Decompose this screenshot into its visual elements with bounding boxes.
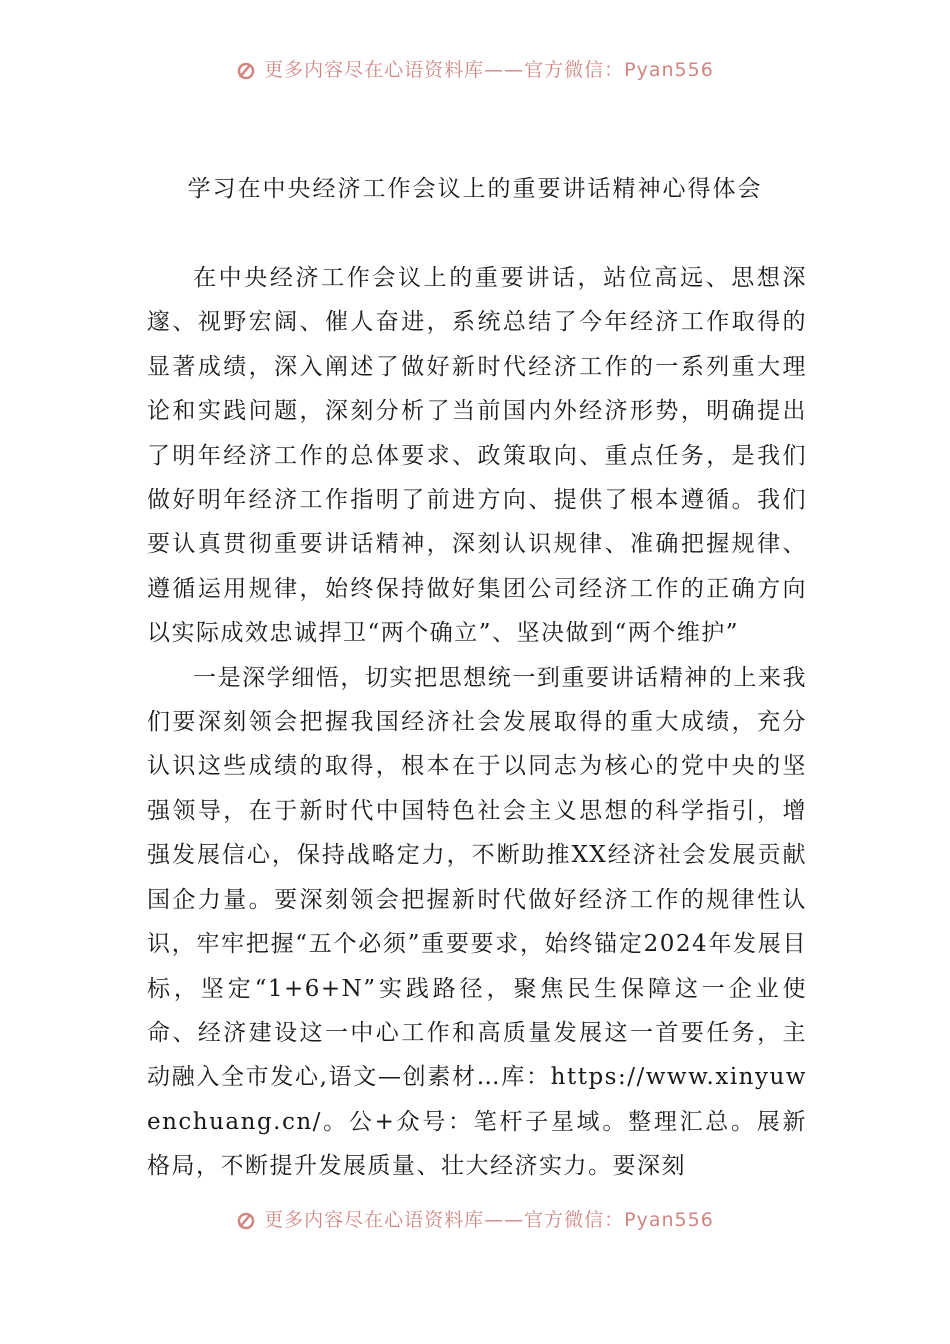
paragraph: 在中央经济工作会议上的重要讲话，站位高远、思想深邃、视野宏阔、催人奋进，系统总结了今年经济工作取得的显著成绩，深入阐述了做好新时代经济工作的一系列重大理论和实践问题，深刻分析了当前国内外经济形势，明确提出了明年经济工作的总体要求、政策取向、重点任务，是我们做好明年经济工作指明了前进方向、提供了根本遵循。我们要认真贯彻重要讲话精神，深刻认识规律、准确把握规律、遵循运用规律，始终保持做好集团公司经济工作的正确方向以实际成效忠诚捍卫“两个确立”、坚决做到“两个维护” xyxy=(147,265,807,647)
watermark-logo-icon xyxy=(236,61,256,81)
document-title: 学习在中央经济工作会议上的重要讲话精神心得体会 xyxy=(187,176,763,202)
watermark-text: 更多内容尽在心语资料库——官方微信：Pyan556 xyxy=(264,1209,714,1231)
watermark-logo-icon xyxy=(236,1211,256,1231)
watermark-text: 更多内容尽在心语资料库——官方微信：Pyan556 xyxy=(264,59,714,81)
watermark-footer xyxy=(0,1208,950,1232)
document-body xyxy=(147,256,807,1189)
watermark-header xyxy=(0,58,950,82)
paragraph: 一是深学细悟，切实把思想统一到重要讲话精神的上来我们要深刻领会把握我国经济社会发展取得的重大成绩，充分认识这些成绩的取得，根本在于以同志为核心的党中央的坚强领导，在于新时代中国特色社会主义思想的科学指引，增强发展信心，保持战略定力，不断助推XX经济社会发展贡献国企力量。要深刻领会把握新时代做好经济工作的规律性认识，牢牢把握“五个必须”重要要求，始终锚定2024年发展目标，坚定“1+6+N”实践路径，聚焦民生保障这一企业使命、经济建设这一中心工作和高质量发展这一首要任务，主动融入全市发心,语文—创素材…库：https://www.xinyuwenchuang.cn/。公+众号：笔杆子星域。整理汇总。展新格局，不断提升发展质量、壮大经济实力。要深刻 xyxy=(147,664,807,1180)
